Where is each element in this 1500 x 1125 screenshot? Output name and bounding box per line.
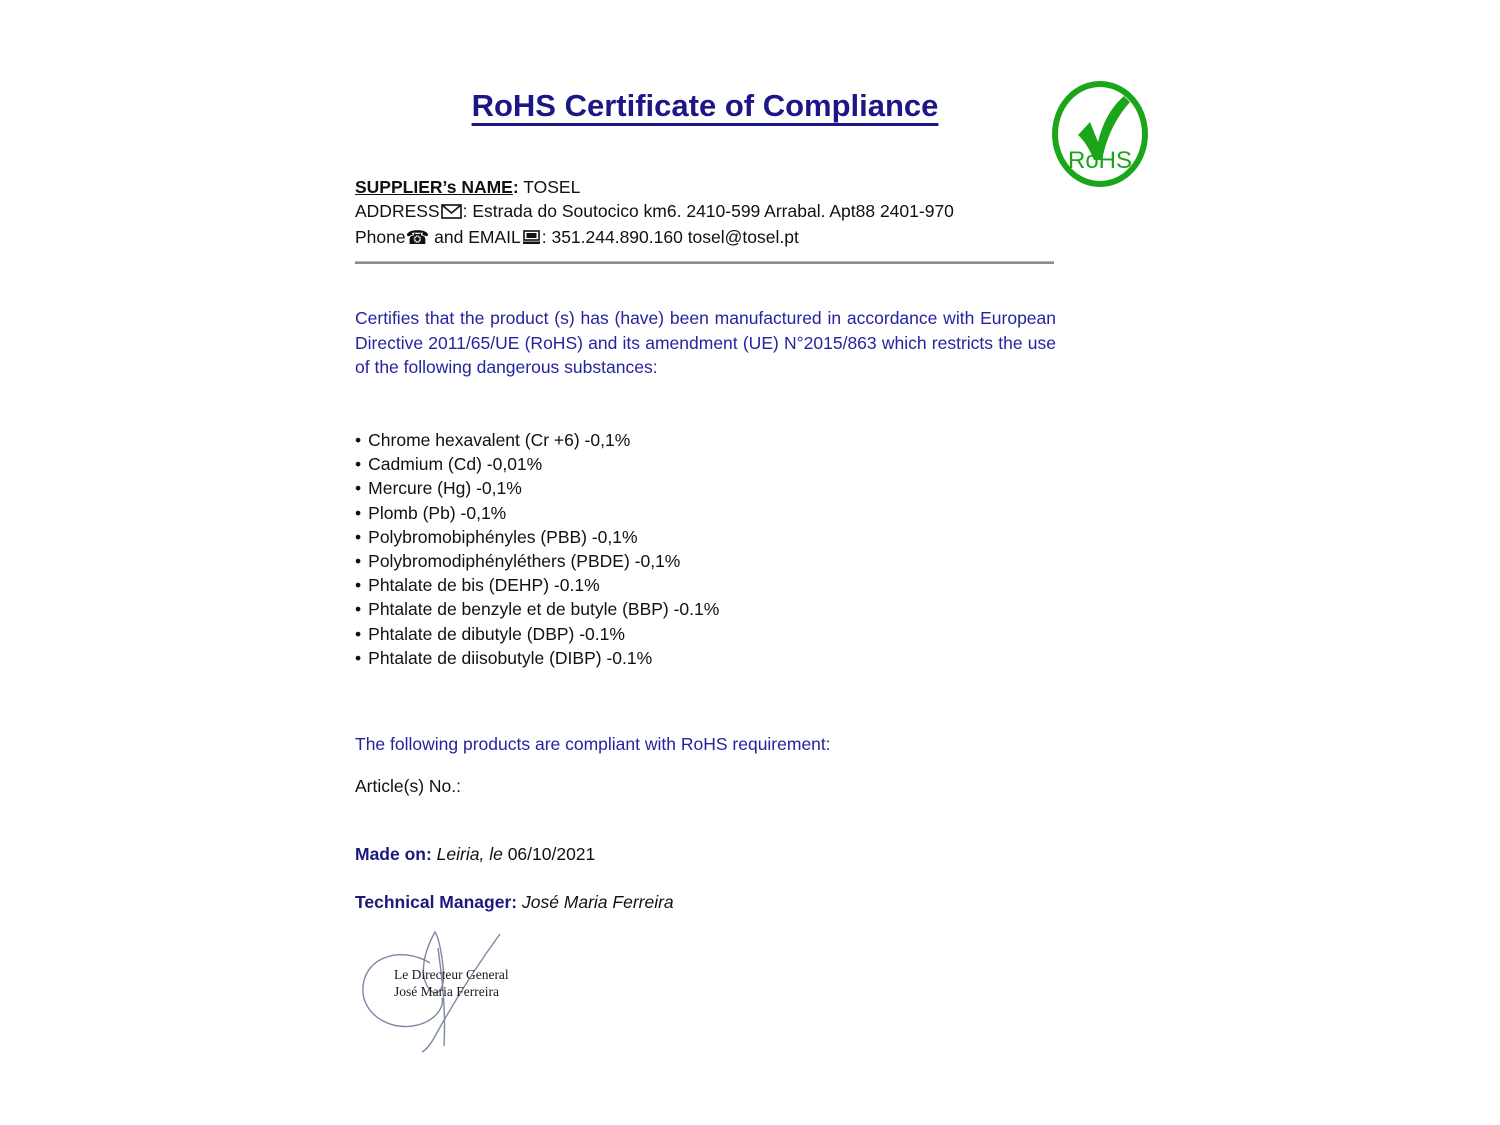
made-on-label: Made on:: [355, 844, 432, 864]
substance-item: • Polybromobiphényles (PBB) -0,1%: [355, 525, 1055, 549]
substance-item: • Mercure (Hg) -0,1%: [355, 476, 1055, 500]
made-on-date: 06/10/2021: [502, 844, 596, 864]
supplier-name-colon: :: [512, 177, 519, 197]
substance-item: • Phtalate de bis (DEHP) -0.1%: [355, 573, 1055, 597]
substance-item: • Plomb (Pb) -0,1%: [355, 501, 1055, 525]
substance-item: • Polybromodiphényléthers (PBDE) -0,1%: [355, 549, 1055, 573]
phone-label: Phone: [355, 227, 406, 247]
supplier-address-line: [355, 199, 1065, 225]
substance-item: • Chrome hexavalent (Cr +6) -0,1%: [355, 428, 1055, 452]
substances-list: [355, 428, 1055, 670]
divider-rule: [355, 261, 1054, 264]
signature-text: [394, 966, 509, 1000]
compliance-statement: The following products are compliant with RoHS requirement:: [355, 734, 831, 754]
articles-label: Article(s) No.:: [355, 776, 461, 796]
rohs-logo-label: RoHS: [1067, 147, 1133, 174]
made-on-line: [355, 844, 1055, 865]
substance-item: • Cadmium (Cd) -0,01%: [355, 452, 1055, 476]
signature-block: [352, 918, 582, 1058]
substance-item: • Phtalate de diisobutyle (DIBP) -0.1%: [355, 646, 1055, 670]
substance-item: • Phtalate de dibutyle (DBP) -0.1%: [355, 622, 1055, 646]
contact-value: : 351.244.890.160 tosel@tosel.pt: [541, 227, 799, 247]
signature-line1: Le Directeur General: [394, 967, 509, 982]
supplier-name-value: TOSEL: [518, 177, 581, 197]
technical-manager-line: [355, 892, 1055, 913]
made-on-place: Leiria, le: [431, 844, 503, 864]
substance-item: • Phtalate de benzyle et de butyle (BBP) -0.1%: [355, 597, 1055, 621]
supplier-info: [355, 175, 1065, 251]
certification-paragraph: Certifies that the product (s) has (have) been manufactured in accordance with European Directive 2011/65/UE (RoHS) and its amendment (UE) N°2015/863 which restricts the use of the following dangerous substances:: [355, 308, 1056, 377]
address-label: ADDRESS: [355, 201, 440, 221]
supplier-contact-line: [355, 225, 1065, 251]
supplier-name-line: [355, 175, 1065, 199]
technical-manager-label: Technical Manager:: [355, 892, 518, 912]
computer-icon: [522, 227, 541, 251]
phone-icon: ☎: [405, 228, 430, 249]
page-title: RoHS Certificate of Compliance: [471, 88, 939, 123]
email-label: and EMAIL: [429, 227, 521, 247]
envelope-icon: [441, 201, 462, 225]
rohs-checkmark-icon: [1050, 80, 1150, 188]
address-value: : Estrada do Soutocico km6. 2410-599 Arrabal. Apt88 2401-970: [462, 201, 954, 221]
technical-manager-value: José Maria Ferreira: [517, 892, 674, 912]
rohs-logo: [1050, 80, 1150, 188]
signature-line2: José Maria Ferreira: [394, 984, 499, 999]
supplier-name-label: SUPPLIER’s NAME: [355, 177, 513, 197]
